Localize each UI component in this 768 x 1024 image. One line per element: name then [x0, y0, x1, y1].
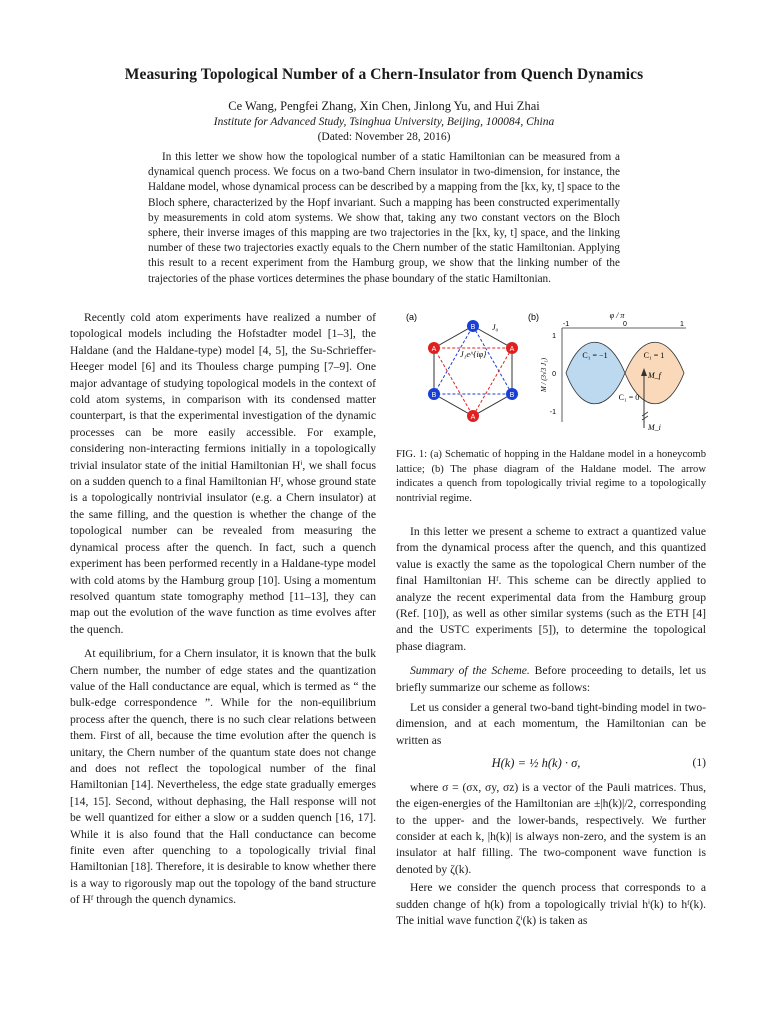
- mi-label: M_i: [648, 423, 661, 432]
- author-names: Ce Wang, Pengfei Zhang, Xin Chen, Jinlong Yu, and Hui Zhai: [228, 99, 540, 113]
- phase-diagram: [540, 311, 686, 432]
- equation-number: (1): [692, 756, 706, 770]
- svg-text:A: A: [431, 346, 437, 353]
- svg-text:B: B: [470, 324, 476, 331]
- summary-body: Before proceeding to details, let us briefly summarize our scheme as follows:: [396, 664, 706, 694]
- mf-label: M_f: [648, 371, 661, 380]
- date-line: (Dated: November 28, 2016): [317, 131, 451, 143]
- phi-axis-label: φ / π: [609, 311, 625, 320]
- summary-heading: Summary of the Scheme.: [410, 664, 530, 678]
- figure-caption: FIG. 1: (a) Schematic of hopping in the Haldane model in a honeycomb lattice; (b) The phase diagram of the Haldane model. The arrow indicates a quench from topologically trivial regime to a topologically nontrivial regime.: [396, 449, 706, 504]
- author-list: [0, 99, 768, 114]
- left-column: [70, 310, 376, 917]
- panel-b-label: (b): [528, 312, 539, 322]
- panel-a-label: (a): [406, 312, 417, 322]
- hop-j1-label: J₁e^{iφ}: [460, 350, 487, 359]
- label-c-plus-one: C₁ = 1: [643, 351, 665, 360]
- intro-paragraph-2: At equilibrium, for a Chern insulator, it is known that the bulk Chern number, the number of edge states and the quantization value of the Hall conductance are equal, which is termed as “ the bulk-edge correspondence ”. While for the non-equilibrium process after the quench, there is no such clear relations between them. First of all, because the time evolution after the quench is unitary, the Chern number of the quantum state does not change and does not reflect the topological number of the final Hamiltonian [14]. Nevertheless, the edge state gradually emerges [14, 15]. Second, without dephasing, the Hall response will not be well quantized for either a slow or a sudden quench [16, 17]. While it is also found that the Hall conductance can become finite even after quenching to a topologically trivial final Hamiltonian [18]. Therefore, it is desirable to know whether there is a way to rigorously map out the topology of the band structure of Hᶠ through the quench dynamics.: [70, 647, 376, 907]
- paper-title: Measuring Topological Number of a Chern-Insulator from Quench Dynamics: [124, 66, 644, 83]
- scheme-paragraph-1: In this letter we present a scheme to extract a quantized value from the dynamical process after the quench, and this quantized value is exactly the same as the topological Chern number of the final Hamiltonian Hᶠ. This scheme can be directly applied to analyze the recent experimental data from the Hamburg group (Ref. [10]), as well as other similar systems (such as the ETH [4] and the USTC experiments [5]), to determine the topological phase diagram.: [396, 525, 706, 653]
- hop-j0-label: J₀: [492, 323, 499, 332]
- equation-1: [396, 755, 706, 771]
- equation-body: H(k) = ½ h(k) · σ,: [491, 756, 581, 771]
- svg-text:B: B: [431, 392, 437, 399]
- abstract: In this letter we show how the topological number of a static Hamiltonian can be measured from a dynamical quench process. We focus on a two-band Chern insulator in two-dimension, for instance, the Haldane model, whose dynamical process can be described by a mapping from the [kx, ky, t] space to the Bloch sphere, characterized by the Hopf invariant. Such a mapping has been constructed experimentally by measurements in cold atom systems. We show that, taking any two constant vectors on the Bloch sphere, their inverse images of this mapping are two trajectories in the [kx, ky, t] space, and the linking number of these two trajectories exactly equals to the Chern number of the static Hamiltonian. Applying this result to a recent experiment from the Hamburg group, we show that the linking number of the trajectories of the phase vortices determines the phase boundary of the static Hamiltonian.: [148, 151, 620, 285]
- tick-left-bottom: -1: [549, 409, 556, 416]
- svg-text:A: A: [470, 414, 476, 421]
- tick-top-right: 1: [680, 321, 684, 328]
- tick-left-top: 1: [552, 333, 556, 340]
- svg-text:A: A: [509, 346, 515, 353]
- tick-top-left: -1: [562, 321, 570, 328]
- tick-top-mid: 0: [623, 321, 627, 328]
- affiliation: Institute for Advanced Study, Tsinghua University, Beijing, 100084, China: [213, 116, 555, 128]
- label-c-zero: C₁ = 0: [618, 393, 640, 402]
- honeycomb-schematic: [428, 320, 518, 422]
- scheme-paragraph-3: Let us consider a general two-band tight-binding model in two-dimension, and at each momentum, the Hamiltonian can be written as: [396, 701, 706, 747]
- scheme-paragraph-5: Here we consider the quench process that corresponds to a sudden change of h(k) from a topologically trivial hⁱ(k) to hᶠ(k). The initial wave function ζⁱ(k) is taken as: [396, 881, 706, 927]
- tick-left-mid: 0: [552, 371, 556, 378]
- m-axis-label: M / (3√3 J₁): [540, 357, 548, 393]
- scheme-summary: [396, 663, 706, 696]
- scheme-paragraph-4: where σ = (σx, σy, σz) is a vector of the Pauli matrices. Thus, the eigen-energies of the Hamiltonian are ±|h(k)|/2, corresponding to the upper- and the lower-bands, respectively. We further consider at each k, |h(k)| is always non-zero, and the system is an insulator at half filling. The two-component wave function is denoted by ζ(k).: [396, 780, 706, 876]
- right-column: [396, 524, 706, 937]
- svg-text:B: B: [509, 392, 515, 399]
- figure-1: [396, 310, 708, 450]
- label-c-minus-one: C₁ = −1: [582, 351, 608, 360]
- intro-paragraph-1: Recently cold atom experiments have realized a number of topological models including the Hofstadter model [1–3], the Haldane (and the Haldane-type) model [4, 5], the Su-Schrieffer-Heeger model [6] and its Thouless charge pumping [7–9]. One major advantage of studying topological models in the context of cold atom systems, in comparison with its condensed matter counterpart, is that the experimental investigation of the dynamic processes can be more easily accessible. For example, considering non-interacting fermions initially in a topologically trivial insulator state of the initial Hamiltonian Hⁱ, we shall focus on a sudden quench to a final Hamiltonian Hᶠ, whose ground state is a topologically nontrivial insulator (e.g. a Chern insulator) at the same filling, and the question is whether the change of the topological number can be revealed from measuring the dynamical process after the quench. In fact, such a quench experiment has been performed recently in a Haldane-type model with cold atoms by the Hamburg group [10]. Using a momentum resolved quantum state tomography method [11–13], they can map out the evolution of the wave function as time evolves after the quench.: [70, 311, 376, 636]
